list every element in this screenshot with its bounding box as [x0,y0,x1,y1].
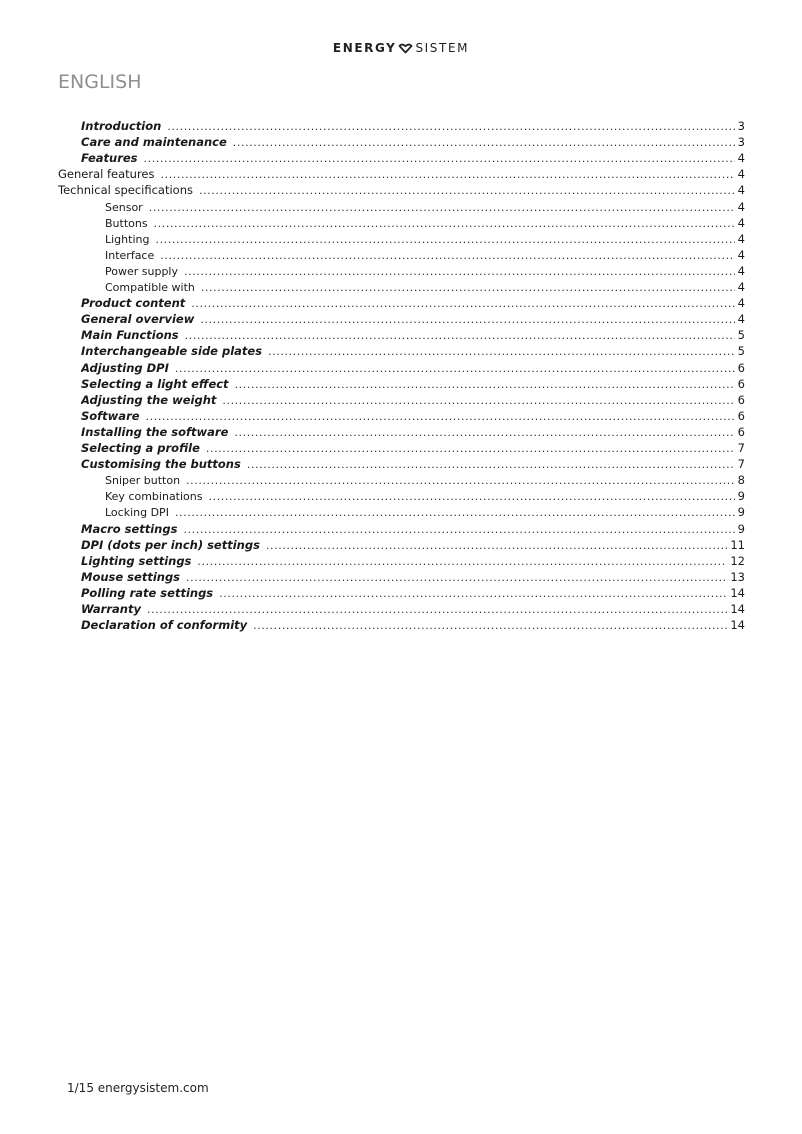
toc-entry[interactable] [81,296,745,311]
toc-dot-leader [209,490,735,503]
toc-dot-leader [197,555,727,568]
toc-dot-leader [147,603,727,616]
toc-entry-page: 6 [737,392,745,407]
toc-dot-leader [200,313,734,326]
toc-entry[interactable] [81,393,745,408]
toc-entry[interactable] [105,248,745,263]
toc-entry-title: Declaration of conformity [81,618,248,633]
toc-entry-page: 13 [730,569,745,584]
toc-dot-leader [183,523,734,536]
toc-entry-page: 14 [730,602,745,616]
toc-dot-leader [206,442,735,455]
toc-entry-title: Software [81,408,140,423]
toc-entry-page: 4 [737,312,745,327]
toc-entry-page: 14 [730,585,745,600]
toc-entry-page: 5 [737,344,745,359]
toc-entry[interactable] [81,361,745,376]
toc-entry[interactable] [81,119,745,134]
toc-entry-title: Main Functions [81,328,179,343]
toc-entry-page: 3 [737,119,745,133]
toc-entry-page: 5 [737,328,745,343]
toc-entry[interactable] [105,200,745,215]
toc-dot-leader [222,394,734,407]
toc-entry-title: General overview [81,312,195,327]
toc-entry-page: 4 [737,263,745,278]
toc-entry-title: Lighting [105,232,150,246]
toc-entry[interactable] [81,151,745,166]
toc-entry-title: Sniper button [105,474,181,488]
toc-entry-page: 4 [737,280,745,294]
toc-entry[interactable] [105,473,745,488]
toc-entry-title: Sensor [105,200,143,214]
toc-entry-page: 4 [737,231,745,246]
toc-entry-page: 3 [737,135,745,150]
toc-entry[interactable] [81,570,745,585]
toc-entry[interactable] [81,312,745,327]
toc-dot-leader [268,345,735,358]
toc-entry-title: Adjusting DPI [81,360,169,375]
toc-entry-page: 9 [737,505,745,520]
toc-entry[interactable] [81,377,745,392]
toc-entry-page: 4 [737,247,745,262]
toc-dot-leader [247,458,735,471]
heart-chevron-icon [398,43,413,54]
toc-entry-page: 6 [737,360,745,375]
toc-entry-page: 4 [737,215,745,230]
toc-entry[interactable] [58,167,745,182]
toc-entry-title: Buttons [105,216,148,230]
brand-name-part2: SISTEM [415,41,470,55]
toc-entry[interactable] [81,522,745,537]
toc-entry-page: 7 [737,457,745,472]
toc-dot-leader [155,233,734,246]
toc-entry-title: Introduction [81,119,162,133]
toc-entry-title: Customising the buttons [81,457,241,472]
toc-dot-leader [233,136,735,149]
toc-dot-leader [184,265,735,278]
toc-dot-leader [234,426,734,439]
toc-entry-title: Interface [105,248,155,262]
page-footer [67,1081,209,1095]
toc-entry-title: Features [81,151,138,166]
toc-entry[interactable] [81,344,745,359]
toc-entry-page: 12 [730,553,745,568]
toc-entry[interactable] [81,457,745,472]
toc-entry-page: 6 [737,424,745,439]
toc-entry-title: Installing the software [81,424,229,439]
toc-entry[interactable] [105,280,745,295]
toc-entry[interactable] [81,538,745,553]
toc-entry-page: 4 [737,167,745,182]
toc-entry-title: Selecting a light effect [81,376,229,391]
toc-entry-page: 8 [737,473,745,488]
toc-entry-title: Adjusting the weight [81,392,217,407]
toc-dot-leader [199,184,735,197]
toc-entry-title: Power supply [105,264,178,278]
toc-dot-leader [167,120,734,133]
toc-entry-title: Compatible with [105,281,195,294]
toc-entry[interactable] [81,554,745,569]
toc-entry-title: Polling rate settings [81,585,214,600]
brand-name-part1: ENERGY [332,41,397,55]
toc-dot-leader [175,362,735,375]
toc-dot-leader [186,571,727,584]
toc-entry-title: Locking DPI [105,506,169,520]
toc-entry[interactable] [81,135,745,150]
toc-entry[interactable] [105,489,745,504]
toc-dot-leader [160,249,734,262]
toc-dot-leader [191,297,734,310]
toc-dot-leader [161,168,735,181]
toc-entry[interactable] [105,505,745,520]
toc-entry-page: 7 [737,441,745,455]
toc-entry-page: 11 [730,537,745,552]
toc-dot-leader [253,619,727,632]
toc-entry-page: 14 [730,618,745,633]
toc-entry-title: Lighting settings [81,553,192,568]
toc-entry-page: 4 [737,183,745,198]
toc-entry-title: Key combinations [105,490,203,504]
toc-entry-page: 4 [737,296,745,311]
toc-entry-page: 4 [737,199,745,214]
page-number: 1/15 [67,1081,94,1095]
toc-entry[interactable] [81,409,745,424]
toc-dot-leader [201,281,735,294]
toc-entry-title: Selecting a profile [81,441,200,455]
toc-dot-leader [149,201,735,214]
toc-entry[interactable] [81,328,745,343]
toc-entry-page: 9 [737,489,745,504]
toc-entry-title: DPI (dots per inch) settings [81,537,260,552]
toc-dot-leader [266,539,727,552]
toc-entry-title: Interchangeable side plates [81,344,263,359]
toc-dot-leader [235,378,735,391]
toc-entry-title: Technical specifications [58,183,193,198]
toc-entry-title: Warranty [81,602,141,616]
toc-entry-title: Product content [81,296,186,311]
toc-dot-leader [175,506,735,519]
toc-entry-title: Macro settings [81,521,178,536]
toc-entry[interactable] [105,216,745,231]
toc-entry[interactable] [81,441,745,456]
toc-entry-title: Care and maintenance [81,135,227,150]
toc-dot-leader [146,410,735,423]
toc-entry[interactable] [105,264,745,279]
toc-dot-leader [186,474,735,487]
toc-dot-leader [219,587,727,600]
toc-dot-leader [144,152,735,165]
toc-entry[interactable] [105,232,745,247]
toc-entry[interactable] [58,183,745,198]
toc-entry-title: General features [58,167,155,182]
toc-dot-leader [154,217,735,230]
toc-entry-page: 6 [737,376,745,391]
language-heading: ENGLISH [58,71,142,93]
toc-dot-leader [185,329,735,342]
toc-entry-title: Mouse settings [81,569,181,584]
website-link[interactable]: energysistem.com [97,1081,209,1095]
toc-entry[interactable] [81,586,745,601]
toc-entry[interactable] [81,602,745,617]
brand-logo [0,41,802,55]
toc-entry[interactable] [81,618,745,633]
toc-entry[interactable] [81,425,745,440]
toc-entry-page: 6 [737,408,745,423]
toc-entry-page: 4 [737,151,745,166]
toc-entry-page: 9 [737,521,745,536]
